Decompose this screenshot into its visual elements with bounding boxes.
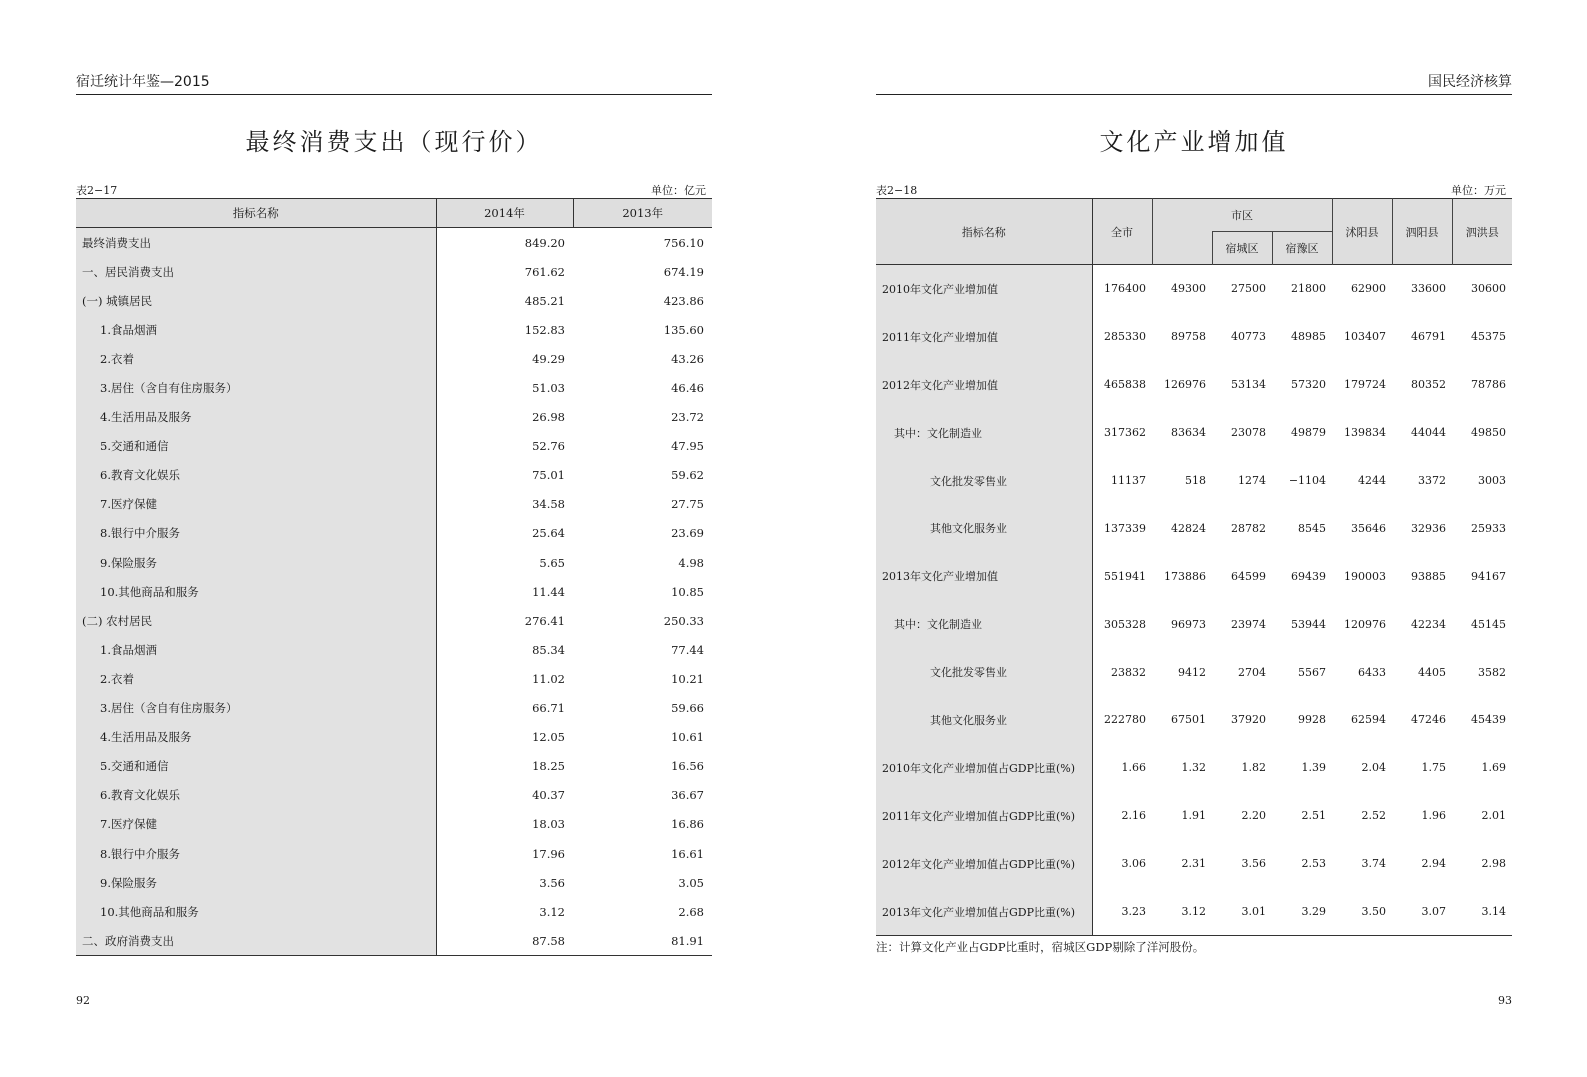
- table-row: [76, 839, 712, 868]
- table-row: [876, 648, 1512, 696]
- value-2014: 761.62: [524, 264, 565, 279]
- value-2013: 16.61: [671, 846, 704, 861]
- value-sucheng: 1.82: [1241, 761, 1266, 775]
- value-urban: 518: [1185, 474, 1206, 487]
- value-all-city: 23832: [1111, 665, 1146, 679]
- table-row: [876, 840, 1512, 888]
- value-sucheng: 3.56: [1241, 857, 1266, 871]
- column-header-urban: 市区: [1152, 199, 1332, 232]
- value-all-city: 465838: [1104, 378, 1146, 392]
- column-header-sihong: 泗洪县: [1452, 199, 1512, 265]
- value-shuyang: 3.74: [1361, 857, 1387, 871]
- value-2014: 11.02: [532, 671, 565, 686]
- row-label: 4.生活用品及服务: [76, 723, 436, 752]
- value-all-city: 2.16: [1121, 809, 1146, 823]
- value-urban: 1.32: [1181, 761, 1206, 775]
- value-2013: 16.56: [671, 759, 704, 774]
- value-all-city: 305328: [1104, 617, 1146, 631]
- value-2014: 152.83: [524, 322, 565, 337]
- value-2013: 36.67: [671, 788, 704, 803]
- value-all-city: 3.23: [1121, 905, 1146, 919]
- column-header-indicator: 指标名称: [876, 199, 1092, 265]
- value-suyu: 69439: [1291, 569, 1327, 583]
- value-urban: 83634: [1171, 426, 1206, 440]
- table-header-row: [76, 199, 712, 228]
- value-all-city: 551941: [1104, 569, 1146, 583]
- final-consumption-table: [76, 198, 712, 956]
- value-2014: 52.76: [532, 439, 565, 454]
- table-row: [876, 552, 1512, 600]
- value-siyang: 3372: [1418, 474, 1447, 487]
- table-row: [76, 286, 712, 315]
- row-label: 一、居民消费支出: [76, 257, 436, 286]
- table-row: [876, 265, 1512, 313]
- value-suyu: 21800: [1291, 282, 1327, 296]
- value-sucheng: 40773: [1231, 330, 1266, 344]
- value-2014: 66.71: [532, 701, 565, 716]
- value-all-city: 11137: [1111, 474, 1146, 487]
- table-row: [76, 403, 712, 432]
- value-2014: 17.96: [532, 846, 565, 861]
- value-2014: 276.41: [524, 613, 565, 628]
- value-2014: 18.03: [532, 817, 565, 832]
- row-label: 3.居住（含自有住房服务）: [76, 694, 436, 723]
- row-label: 5.交通和通信: [76, 752, 436, 781]
- table-meta-left: [76, 182, 712, 198]
- value-shuyang: 139834: [1344, 426, 1387, 440]
- table-row: [876, 792, 1512, 840]
- value-urban: 96973: [1171, 617, 1206, 631]
- table-meta-right: [876, 182, 1512, 198]
- table-row: [76, 228, 712, 258]
- table-row: [76, 897, 712, 926]
- value-urban: 2.31: [1181, 857, 1206, 871]
- row-label: (一) 城镇居民: [76, 286, 436, 315]
- left-page: [76, 0, 712, 1077]
- row-label: 2011年文化产业增加值: [876, 313, 1092, 361]
- value-shuyang: 103407: [1344, 330, 1387, 344]
- row-label: 6.教育文化娱乐: [76, 781, 436, 810]
- value-2013: 77.44: [671, 642, 704, 657]
- value-sucheng: 2704: [1238, 665, 1266, 679]
- table-row: [76, 461, 712, 490]
- value-urban: 9412: [1178, 665, 1206, 679]
- table-row: [76, 257, 712, 286]
- column-header-suyu: 宿豫区: [1272, 232, 1332, 265]
- value-suyu: 2.51: [1301, 809, 1327, 823]
- column-header-urban-blank: [1152, 232, 1212, 265]
- table-row: [876, 409, 1512, 457]
- value-all-city: 1.66: [1121, 761, 1146, 775]
- value-2013: 10.61: [671, 730, 704, 745]
- row-label: 10.其他商品和服务: [76, 897, 436, 926]
- row-label: 文化批发零售业: [876, 648, 1092, 696]
- value-2014: 12.05: [532, 730, 565, 745]
- table-unit: 单位：万元: [1451, 184, 1506, 197]
- value-siyang: 33600: [1411, 282, 1447, 296]
- value-siyang: 42234: [1411, 617, 1447, 631]
- cultural-industry-table: [876, 198, 1512, 936]
- row-label: 其中：文化制造业: [876, 600, 1092, 648]
- value-2014: 5.65: [539, 555, 565, 570]
- table-row: [76, 519, 712, 548]
- row-label: 3.居住（含自有住房服务）: [76, 373, 436, 402]
- yearbook-title: 宿迁统计年鉴—2015: [76, 74, 210, 90]
- row-label: 2011年文化产业增加值占GDP比重(%): [876, 792, 1092, 840]
- table-row: [76, 490, 712, 519]
- row-label: 2012年文化产业增加值占GDP比重(%): [876, 840, 1092, 888]
- value-2014: 11.44: [532, 584, 565, 599]
- row-label: 其他文化服务业: [876, 504, 1092, 552]
- value-all-city: 222780: [1104, 713, 1146, 727]
- table-row: [876, 504, 1512, 552]
- row-label: 2012年文化产业增加值: [876, 361, 1092, 409]
- value-sucheng: 28782: [1231, 521, 1266, 535]
- value-2013: 250.33: [663, 613, 704, 628]
- value-2014: 25.64: [532, 526, 565, 541]
- value-shuyang: 2.04: [1361, 761, 1387, 775]
- page-number-left: 92: [76, 994, 90, 1007]
- value-2013: 16.86: [671, 817, 704, 832]
- value-suyu: 57320: [1291, 378, 1327, 392]
- table-row: [76, 606, 712, 635]
- value-shuyang: 179724: [1344, 378, 1387, 392]
- table-row: [76, 926, 712, 956]
- value-siyang: 1.75: [1421, 761, 1447, 775]
- value-siyang: 47246: [1411, 713, 1447, 727]
- row-label: 4.生活用品及服务: [76, 403, 436, 432]
- value-sihong: 2.01: [1481, 809, 1507, 823]
- value-sucheng: 3.01: [1241, 905, 1266, 919]
- row-label: 1.食品烟酒: [76, 635, 436, 664]
- right-page: [876, 0, 1512, 1077]
- row-label: 7.医疗保健: [76, 490, 436, 519]
- value-suyu: 8545: [1298, 521, 1327, 535]
- value-siyang: 93885: [1411, 569, 1447, 583]
- table-row: [76, 548, 712, 577]
- value-2013: 3.05: [678, 875, 704, 890]
- value-2013: 27.75: [671, 497, 704, 512]
- value-sihong: 49850: [1471, 426, 1507, 440]
- row-label: 2013年文化产业增加值: [876, 552, 1092, 600]
- table-number: 表2−17: [76, 184, 118, 197]
- table-footnote: 注：计算文化产业占GDP比重时，宿城区GDP剔除了洋河股份。: [876, 940, 1205, 954]
- value-2013: 23.72: [671, 410, 704, 425]
- value-all-city: 285330: [1104, 330, 1146, 344]
- value-urban: 173886: [1164, 569, 1206, 583]
- value-2013: 46.46: [671, 381, 704, 396]
- value-urban: 49300: [1171, 282, 1206, 296]
- row-label: 最终消费支出: [76, 228, 436, 258]
- table-row: [76, 694, 712, 723]
- value-2014: 75.01: [532, 468, 565, 483]
- value-2013: 43.26: [671, 351, 704, 366]
- value-2013: 10.85: [671, 584, 704, 599]
- row-label: 9.保险服务: [76, 868, 436, 897]
- row-label: 9.保险服务: [76, 548, 436, 577]
- value-2013: 59.66: [671, 701, 704, 716]
- table-row: [76, 315, 712, 344]
- value-2014: 18.25: [532, 759, 565, 774]
- row-label: 8.银行中介服务: [76, 839, 436, 868]
- value-sihong: 45145: [1471, 617, 1507, 631]
- value-siyang: 1.96: [1421, 809, 1447, 823]
- row-label: 7.医疗保健: [76, 810, 436, 839]
- value-urban: 3.12: [1181, 905, 1206, 919]
- table-row: [76, 432, 712, 461]
- value-suyu: 49879: [1291, 426, 1327, 440]
- value-shuyang: 6433: [1358, 665, 1387, 679]
- table-row: [76, 868, 712, 897]
- value-suyu: 53944: [1291, 617, 1327, 631]
- value-sihong: 3.14: [1481, 905, 1507, 919]
- column-header-indicator: 指标名称: [76, 199, 436, 228]
- table-row: [76, 752, 712, 781]
- value-sihong: 30600: [1471, 282, 1507, 296]
- value-2014: 49.29: [532, 351, 565, 366]
- row-label: 2010年文化产业增加值占GDP比重(%): [876, 744, 1092, 792]
- value-2013: 4.98: [678, 555, 704, 570]
- table-row: [76, 810, 712, 839]
- value-2014: 849.20: [524, 235, 565, 250]
- value-sihong: 3003: [1478, 474, 1507, 487]
- value-siyang: 4405: [1418, 665, 1447, 679]
- value-sihong: 2.98: [1481, 857, 1507, 871]
- table-row: [76, 781, 712, 810]
- value-2013: 10.21: [671, 671, 704, 686]
- value-sucheng: 37920: [1231, 713, 1266, 727]
- value-2013: 23.69: [671, 526, 704, 541]
- value-2013: 674.19: [663, 264, 704, 279]
- value-suyu: 48985: [1291, 330, 1327, 344]
- value-sucheng: 23078: [1231, 426, 1266, 440]
- value-sihong: 45439: [1471, 713, 1507, 727]
- value-2014: 85.34: [532, 642, 565, 657]
- value-all-city: 137339: [1104, 521, 1146, 535]
- table-row: [876, 457, 1512, 505]
- value-urban: 89758: [1171, 330, 1206, 344]
- value-urban: 42824: [1171, 521, 1206, 535]
- value-2013: 81.91: [671, 933, 704, 948]
- value-2014: 485.21: [524, 293, 565, 308]
- value-sihong: 45375: [1471, 330, 1507, 344]
- value-sihong: 94167: [1471, 569, 1507, 583]
- row-label: 2.衣着: [76, 664, 436, 693]
- table-row: [876, 313, 1512, 361]
- value-2013: 2.68: [678, 904, 704, 919]
- value-2014: 3.12: [539, 904, 565, 919]
- value-urban: 67501: [1171, 713, 1206, 727]
- row-label: 文化批发零售业: [876, 457, 1092, 505]
- table-row: [76, 577, 712, 606]
- value-sucheng: 23974: [1231, 617, 1266, 631]
- value-2013: 135.60: [663, 322, 704, 337]
- value-2014: 40.37: [532, 788, 565, 803]
- row-label: 5.交通和通信: [76, 432, 436, 461]
- value-sihong: 3582: [1478, 665, 1507, 679]
- table-row: [76, 723, 712, 752]
- table-row: [876, 744, 1512, 792]
- table-row: [876, 696, 1512, 744]
- column-header-all-city: 全市: [1092, 199, 1152, 265]
- column-header-shuyang: 沭阳县: [1332, 199, 1392, 265]
- row-label: 2.衣着: [76, 344, 436, 373]
- value-shuyang: 62900: [1351, 282, 1387, 296]
- value-2013: 756.10: [663, 235, 704, 250]
- table-number: 表2−18: [876, 184, 918, 197]
- value-siyang: 44044: [1411, 426, 1447, 440]
- value-2013: 423.86: [663, 293, 704, 308]
- value-sucheng: 27500: [1231, 282, 1266, 296]
- row-label: 1.食品烟酒: [76, 315, 436, 344]
- value-2014: 51.03: [532, 381, 565, 396]
- column-header-2014: 2014年: [436, 199, 573, 228]
- table-title-cultural-industry: 文化产业增加值: [1099, 128, 1289, 156]
- value-suyu: 1.39: [1301, 761, 1327, 775]
- table-row: [876, 361, 1512, 409]
- value-shuyang: 3.50: [1361, 905, 1387, 919]
- value-sihong: 1.69: [1481, 761, 1507, 775]
- value-suyu: −1104: [1288, 474, 1327, 487]
- value-shuyang: 190003: [1344, 569, 1387, 583]
- row-label: (二) 农村居民: [76, 606, 436, 635]
- table-header-row-1: [876, 199, 1512, 232]
- value-sihong: 25933: [1471, 521, 1507, 535]
- row-label: 其他文化服务业: [876, 696, 1092, 744]
- value-sucheng: 64599: [1231, 569, 1266, 583]
- value-2014: 26.98: [532, 410, 565, 425]
- row-label: 2013年文化产业增加值占GDP比重(%): [876, 888, 1092, 936]
- value-2014: 3.56: [539, 875, 565, 890]
- table-row: [876, 888, 1512, 936]
- value-sucheng: 1274: [1238, 474, 1266, 487]
- table-row: [76, 344, 712, 373]
- table-row: [76, 664, 712, 693]
- value-suyu: 2.53: [1301, 857, 1327, 871]
- value-siyang: 80352: [1411, 378, 1447, 392]
- running-header-left: [76, 74, 712, 95]
- value-suyu: 9928: [1298, 713, 1327, 727]
- row-label: 2010年文化产业增加值: [876, 265, 1092, 313]
- value-suyu: 3.29: [1301, 905, 1327, 919]
- value-siyang: 46791: [1411, 330, 1447, 344]
- table-row: [876, 600, 1512, 648]
- value-shuyang: 35646: [1351, 521, 1387, 535]
- value-suyu: 5567: [1298, 665, 1327, 679]
- value-2013: 59.62: [671, 468, 704, 483]
- value-shuyang: 4244: [1358, 474, 1387, 487]
- table-title-final-consumption: 最终消费支出（现行价）: [245, 128, 543, 156]
- value-2014: 87.58: [532, 933, 565, 948]
- table-unit: 单位：亿元: [651, 184, 706, 197]
- value-siyang: 3.07: [1421, 905, 1447, 919]
- row-label: 6.教育文化娱乐: [76, 461, 436, 490]
- column-header-2013: 2013年: [573, 199, 712, 228]
- value-all-city: 3.06: [1121, 857, 1146, 871]
- table-row: [76, 635, 712, 664]
- value-shuyang: 62594: [1351, 713, 1387, 727]
- value-all-city: 176400: [1104, 282, 1146, 296]
- section-title: 国民经济核算: [1428, 74, 1512, 90]
- row-label: 10.其他商品和服务: [76, 577, 436, 606]
- value-shuyang: 120976: [1344, 617, 1387, 631]
- value-siyang: 32936: [1411, 521, 1447, 535]
- value-shuyang: 2.52: [1361, 809, 1387, 823]
- row-label: 8.银行中介服务: [76, 519, 436, 548]
- value-2014: 34.58: [532, 497, 565, 512]
- value-siyang: 2.94: [1421, 857, 1447, 871]
- value-all-city: 317362: [1104, 426, 1146, 440]
- column-header-siyang: 泗阳县: [1392, 199, 1452, 265]
- row-label: 二、政府消费支出: [76, 926, 436, 956]
- table-row: [76, 373, 712, 402]
- value-sucheng: 53134: [1231, 378, 1266, 392]
- page-number-right: 93: [1498, 994, 1512, 1007]
- value-2013: 47.95: [671, 439, 704, 454]
- column-header-sucheng: 宿城区: [1212, 232, 1272, 265]
- value-sihong: 78786: [1471, 378, 1507, 392]
- value-urban: 126976: [1164, 378, 1206, 392]
- value-sucheng: 2.20: [1241, 809, 1266, 823]
- running-header-right: [876, 74, 1512, 95]
- row-label: 其中：文化制造业: [876, 409, 1092, 457]
- value-urban: 1.91: [1181, 809, 1206, 823]
